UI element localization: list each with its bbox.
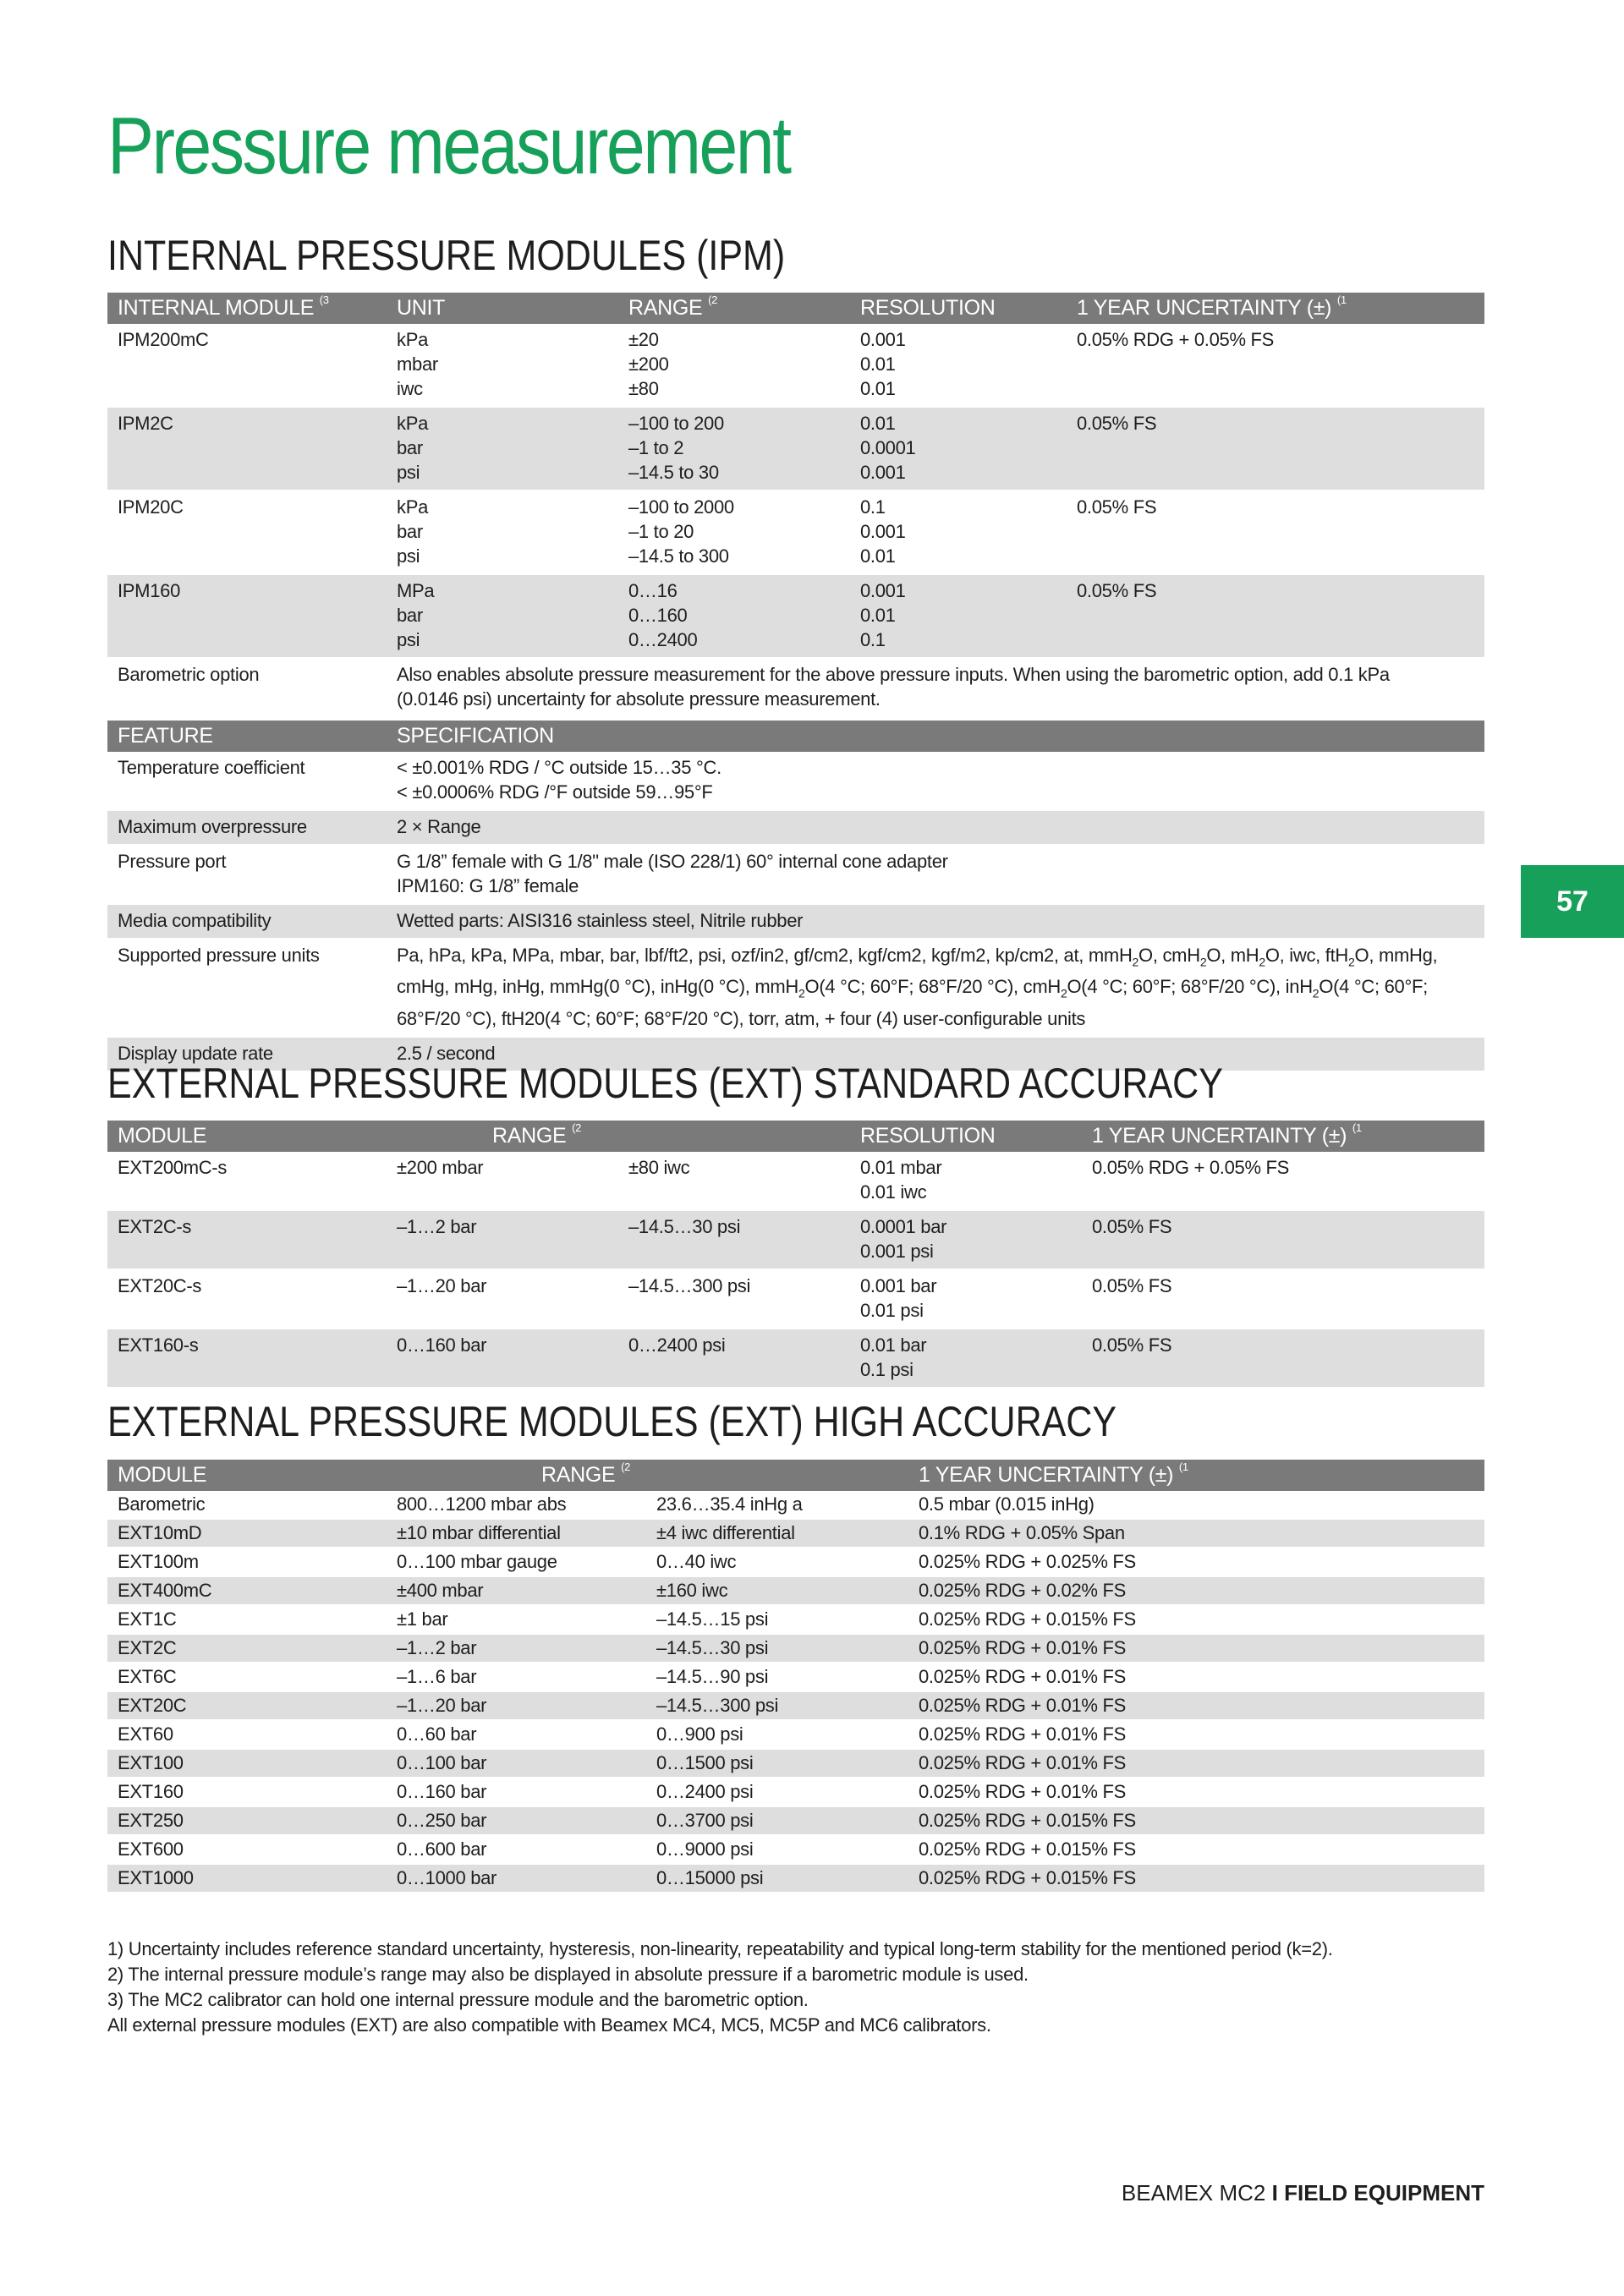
range-imperial-cell: –14.5…30 psi [646, 1634, 908, 1663]
range-cell: ±20 ±200 ±80 [618, 324, 850, 407]
footer-brand: BEAMEX MC2 [1121, 2180, 1266, 2206]
feature-table [107, 721, 1484, 1071]
module-cell: EXT1000 [107, 1864, 387, 1892]
range-metric-cell: –1…2 bar [387, 1634, 646, 1663]
spec-cell: 2 × Range [387, 810, 1484, 845]
table-row [107, 1329, 1484, 1387]
table-row [107, 1663, 1484, 1691]
range-imperial-cell: 0…40 iwc [646, 1548, 908, 1576]
supported-units-cell: Pa, hPa, kPa, MPa, mbar, bar, lbf/ft2, psi, ozf/in2, gf/cm2, kgf/cm2, kgf/m2, kp/cm2, at, mmH$_2$O, cmH$_2$O, $mH_2O$, iwc, ftH$_2$O, mmHg, cmHg, mHg, inHg, mmHg(0 °C), inHg(0 °C), mmH$_2$O(4 °C; 60°F; 68°F/20 °C), cmH$_2$O(4 °C; 60°F; 68°F/20 °C), inH$_2$O(4 °C; 60°F; 68°F/20 °C), ftH20(4 °C; 60°F; 68°F/20 °C), torr, atm, + four (4) user-configurable units [387, 939, 1484, 1037]
unit-cell: kPa mbar iwc [387, 324, 618, 407]
resolution-cell: 0.1 0.001 0.01 [850, 490, 1067, 574]
footnote: All external pressure modules (EXT) are also compatible with Beamex MC4, MC5, MC5P and MC6 calibrators. [107, 2014, 991, 2036]
uncertainty-cell: 0.025% RDG + 0.015% FS [908, 1835, 1484, 1864]
uncertainty-cell: 0.025% RDG + 0.01% FS [908, 1720, 1484, 1749]
table-row [107, 1691, 1484, 1720]
ext-high-table [107, 1460, 1484, 1892]
module-cell: EXT2C [107, 1634, 387, 1663]
range-imperial-cell: 0…9000 psi [646, 1835, 908, 1864]
ipm-header-resolution: RESOLUTION [850, 293, 1067, 324]
feature-cell: Display update rate [107, 1037, 387, 1071]
table-row [107, 1152, 1484, 1210]
table-row [107, 939, 1484, 1037]
footnote: 1) Uncertainty includes reference standard uncertainty, hysteresis, non-linearity, repeatability and typical long-term stability for the mentioned period (k=2). [107, 1938, 1333, 1959]
range-imperial-cell: 23.6…35.4 inHg a [646, 1491, 908, 1519]
uncertainty-cell: 0.05% FS [1082, 1210, 1484, 1269]
uncertainty-cell: 0.05% RDG + 0.05% FS [1067, 324, 1484, 407]
resolution-cell: 0.01 0.0001 0.001 [850, 407, 1067, 490]
footer-separator: I [1271, 2180, 1278, 2206]
uncertainty-cell: 0.05% FS [1082, 1269, 1484, 1329]
spec-cell: 2.5 / second [387, 1037, 1484, 1071]
table-row [107, 1605, 1484, 1634]
ipm-header-unit: UNIT [387, 293, 618, 324]
range-imperial-cell: –14.5…90 psi [646, 1663, 908, 1691]
range-metric-cell: 0…160 bar [387, 1778, 646, 1806]
range-imperial-cell: ±80 iwc [618, 1152, 850, 1210]
unit-cell: kPa bar psi [387, 490, 618, 574]
range-metric-cell: ±400 mbar [387, 1576, 646, 1605]
module-cell: IPM160 [107, 574, 387, 658]
ext-high-header-module: MODULE [107, 1460, 387, 1491]
module-cell: EXT250 [107, 1806, 387, 1835]
feature-header-row [107, 721, 1484, 752]
table-row [107, 574, 1484, 658]
range-imperial-cell: –14.5…300 psi [618, 1269, 850, 1329]
feature-cell: Maximum overpressure [107, 810, 387, 845]
module-cell: EXT600 [107, 1835, 387, 1864]
range-metric-cell: 0…250 bar [387, 1806, 646, 1835]
uncertainty-cell: 0.05% FS [1067, 574, 1484, 658]
table-row [107, 810, 1484, 845]
footer-section: FIELD EQUIPMENT [1284, 2180, 1484, 2206]
range-metric-cell: 0…600 bar [387, 1835, 646, 1864]
range-imperial-cell: 0…2400 psi [646, 1778, 908, 1806]
resolution-cell: 0.01 bar 0.1 psi [850, 1329, 1082, 1387]
barometric-note: Also enables absolute pressure measurement for the above pressure inputs. When using the barometric option, add 0.1 kPa (0.0146 psi) uncertainty for absolute pressure measurement. [387, 658, 1484, 716]
ext-standard-header-resolution: RESOLUTION [850, 1121, 1082, 1152]
range-cell: –100 to 200 –1 to 2 –14.5 to 30 [618, 407, 850, 490]
uncertainty-cell: 0.05% FS [1082, 1329, 1484, 1387]
uncertainty-cell: 0.025% RDG + 0.02% FS [908, 1576, 1484, 1605]
ext-high-rows [107, 1491, 1484, 1892]
range-metric-cell: ±10 mbar differential [387, 1519, 646, 1548]
table-row [107, 658, 1484, 716]
specification-header: SPECIFICATION [387, 721, 1484, 752]
spec-cell: Wetted parts: AISI316 stainless steel, Nitrile rubber [387, 904, 1484, 939]
range-imperial-cell: –14.5…300 psi [646, 1691, 908, 1720]
range-metric-cell: ±200 mbar [387, 1152, 618, 1210]
feature-cell: Temperature coefficient [107, 752, 387, 810]
range-imperial-cell: 0…2400 psi [618, 1329, 850, 1387]
feature-cell: Pressure port [107, 845, 387, 904]
ipm-header-range: RANGE $^{(2}$ [618, 293, 850, 324]
table-row [107, 324, 1484, 407]
ext-high-header-uncertainty: 1 YEAR UNCERTAINTY (±) $^{(1}$ [908, 1460, 1484, 1491]
range-metric-cell: 0…160 bar [387, 1329, 618, 1387]
range-metric-cell: 800…1200 mbar abs [387, 1491, 646, 1519]
module-cell: Barometric option [107, 658, 387, 716]
module-cell: EXT6C [107, 1663, 387, 1691]
footnotes [107, 1937, 1333, 2038]
feature-header: FEATURE [107, 721, 387, 752]
range-imperial-cell: 0…15000 psi [646, 1864, 908, 1892]
table-row [107, 1576, 1484, 1605]
page-number-tab: 57 [1521, 865, 1624, 938]
module-cell: Barometric [107, 1491, 387, 1519]
range-cell: 0…16 0…160 0…2400 [618, 574, 850, 658]
spec-cell: < ±0.001% RDG / °C outside 15…35 °C. < ±0.0006% RDG /°F outside 59…95°F [387, 752, 1484, 810]
table-row [107, 845, 1484, 904]
ext-high-header-row [107, 1460, 1484, 1491]
range-imperial-cell: 0…900 psi [646, 1720, 908, 1749]
table-row [107, 1548, 1484, 1576]
uncertainty-cell: 0.025% RDG + 0.01% FS [908, 1691, 1484, 1720]
module-cell: EXT10mD [107, 1519, 387, 1548]
ipm-header-uncertainty: 1 YEAR UNCERTAINTY (±) $^{(1}$ [1067, 293, 1484, 324]
range-imperial-cell: –14.5…30 psi [618, 1210, 850, 1269]
module-cell: IPM2C [107, 407, 387, 490]
footnote: 2) The internal pressure module’s range may also be displayed in absolute pressure if a barometric module is used. [107, 1964, 1029, 1985]
uncertainty-cell: 0.1% RDG + 0.05% Span [908, 1519, 1484, 1548]
range-metric-cell: ±1 bar [387, 1605, 646, 1634]
ext-standard-header-module: MODULE [107, 1121, 387, 1152]
uncertainty-cell: 0.025% RDG + 0.01% FS [908, 1778, 1484, 1806]
range-cell: –100 to 2000 –1 to 20 –14.5 to 300 [618, 490, 850, 574]
ext-standard-header-range: RANGE $^{(2}$ [387, 1121, 850, 1152]
module-cell: EXT200mC-s [107, 1152, 387, 1210]
uncertainty-cell: 0.05% RDG + 0.05% FS [1082, 1152, 1484, 1210]
ipm-table [107, 293, 1484, 716]
module-cell: EXT100 [107, 1749, 387, 1778]
ext-high-header-range: RANGE $^{(2}$ [387, 1460, 908, 1491]
table-row [107, 1519, 1484, 1548]
uncertainty-cell: 0.025% RDG + 0.01% FS [908, 1663, 1484, 1691]
uncertainty-cell: 0.05% FS [1067, 407, 1484, 490]
ext-high-section-title: EXTERNAL PRESSURE MODULES (EXT) HIGH ACCURACY [107, 1398, 1117, 1445]
table-row [107, 1806, 1484, 1835]
table-row [107, 1749, 1484, 1778]
range-metric-cell: 0…60 bar [387, 1720, 646, 1749]
resolution-cell: 0.01 mbar 0.01 iwc [850, 1152, 1082, 1210]
module-cell: EXT160 [107, 1778, 387, 1806]
range-metric-cell: 0…100 mbar gauge [387, 1548, 646, 1576]
module-cell: EXT20C-s [107, 1269, 387, 1329]
table-row [107, 1491, 1484, 1519]
ipm-header-row [107, 293, 1484, 324]
table-row [107, 1864, 1484, 1892]
uncertainty-cell: 0.025% RDG + 0.015% FS [908, 1605, 1484, 1634]
module-cell: EXT60 [107, 1720, 387, 1749]
range-metric-cell: –1…2 bar [387, 1210, 618, 1269]
ext-standard-header-row [107, 1121, 1484, 1152]
table-row [107, 1835, 1484, 1864]
resolution-cell: 0.0001 bar 0.001 psi [850, 1210, 1082, 1269]
module-cell: IPM20C [107, 490, 387, 574]
resolution-cell: 0.001 0.01 0.1 [850, 574, 1067, 658]
table-row [107, 1720, 1484, 1749]
range-metric-cell: 0…1000 bar [387, 1864, 646, 1892]
uncertainty-cell: 0.05% FS [1067, 490, 1484, 574]
unit-cell: kPa bar psi [387, 407, 618, 490]
module-cell: EXT400mC [107, 1576, 387, 1605]
range-imperial-cell: 0…1500 psi [646, 1749, 908, 1778]
ext-standard-section-title: EXTERNAL PRESSURE MODULES (EXT) STANDARD ACCURACY [107, 1060, 1223, 1107]
uncertainty-cell: 0.025% RDG + 0.025% FS [908, 1548, 1484, 1576]
table-row [107, 1634, 1484, 1663]
uncertainty-cell: 0.025% RDG + 0.015% FS [908, 1806, 1484, 1835]
table-row [107, 752, 1484, 810]
range-imperial-cell: ±4 iwc differential [646, 1519, 908, 1548]
ipm-header-module: INTERNAL MODULE $^{(3}$ [107, 293, 387, 324]
uncertainty-cell: 0.025% RDG + 0.01% FS [908, 1749, 1484, 1778]
feature-cell: Supported pressure units [107, 939, 387, 1037]
range-metric-cell: 0…100 bar [387, 1749, 646, 1778]
module-cell: IPM200mC [107, 324, 387, 407]
uncertainty-cell: 0.5 mbar (0.015 inHg) [908, 1491, 1484, 1519]
range-imperial-cell: ±160 iwc [646, 1576, 908, 1605]
uncertainty-cell: 0.025% RDG + 0.01% FS [908, 1634, 1484, 1663]
module-cell: EXT100m [107, 1548, 387, 1576]
ext-standard-header-uncertainty: 1 YEAR UNCERTAINTY (±) $^{(1}$ [1082, 1121, 1484, 1152]
range-imperial-cell: –14.5…15 psi [646, 1605, 908, 1634]
resolution-cell: 0.001 0.01 0.01 [850, 324, 1067, 407]
ext-standard-table [107, 1121, 1484, 1387]
range-metric-cell: –1…20 bar [387, 1691, 646, 1720]
range-metric-cell: –1…6 bar [387, 1663, 646, 1691]
range-metric-cell: –1…20 bar [387, 1269, 618, 1329]
footnote: 3) The MC2 calibrator can hold one internal pressure module and the barometric option. [107, 1989, 809, 2010]
spec-cell: G 1/8” female with G 1/8" male (ISO 228/1) 60° internal cone adapter IPM160: G 1/8” female [387, 845, 1484, 904]
range-imperial-cell: 0…3700 psi [646, 1806, 908, 1835]
unit-cell: MPa bar psi [387, 574, 618, 658]
table-row [107, 904, 1484, 939]
module-cell: EXT20C [107, 1691, 387, 1720]
table-row [107, 1269, 1484, 1329]
ipm-section-title: INTERNAL PRESSURE MODULES (IPM) [107, 232, 786, 279]
table-row [107, 1210, 1484, 1269]
module-cell: EXT2C-s [107, 1210, 387, 1269]
resolution-cell: 0.001 bar 0.01 psi [850, 1269, 1082, 1329]
page-footer [1122, 2180, 1484, 2206]
table-row [107, 407, 1484, 490]
table-row [107, 1778, 1484, 1806]
module-cell: EXT160-s [107, 1329, 387, 1387]
module-cell: EXT1C [107, 1605, 387, 1634]
uncertainty-cell: 0.025% RDG + 0.015% FS [908, 1864, 1484, 1892]
page-title: Pressure measurement [107, 101, 790, 191]
feature-cell: Media compatibility [107, 904, 387, 939]
table-row [107, 490, 1484, 574]
